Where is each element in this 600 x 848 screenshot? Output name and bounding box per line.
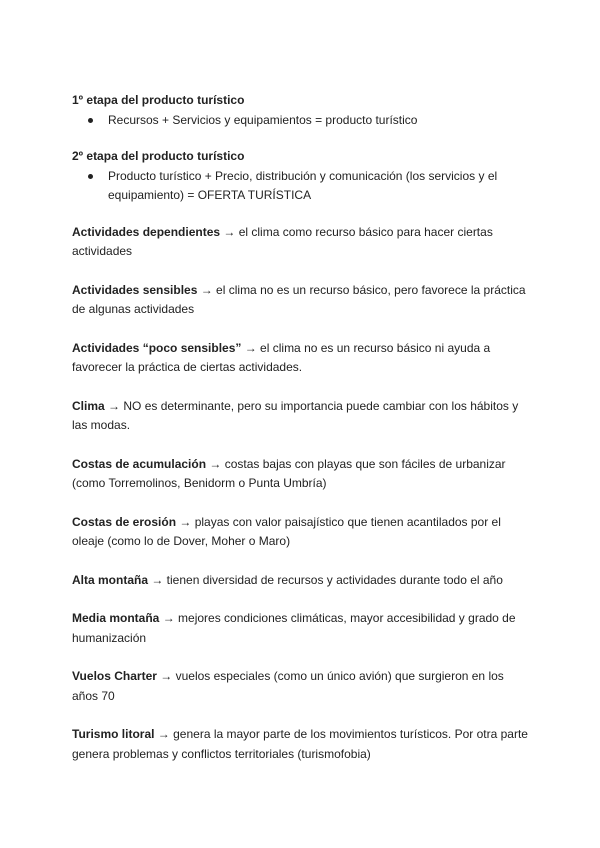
definition-text: → el clima no es un recurso básico ni ayuda a favorecer la práctica de ciertas actividades. (72, 340, 491, 374)
definition-text: → NO es determinante, pero su importancia puede cambiar con los hábitos y las modas. (72, 398, 519, 432)
definition-alta-montana (72, 571, 532, 591)
definition-vuelos-charter (72, 667, 532, 706)
definition-text: → tienen diversidad de recursos y actividades durante todo el año (148, 572, 503, 587)
definition-term: Actividades sensibles (72, 282, 198, 297)
definition-term: Actividades “poco sensibles” (72, 340, 242, 355)
definition-text: → el clima no es un recurso básico, pero favorece la práctica de algunas actividades (72, 282, 526, 316)
stage2-heading: 2º etapa del producto turístico (72, 149, 245, 163)
bullet-icon (88, 118, 93, 123)
list-item-text: Producto turístico + Precio, distribución y comunicación (los servicios y el equipamiento) = OFERTA TURÍSTICA (108, 168, 498, 202)
definition-sensibles (72, 281, 532, 320)
definition-term: Vuelos Charter (72, 669, 157, 683)
definition-text: → costas bajas con playas que son fáciles de urbanizar (como Torremolinos, Benidorm o Punta Umbría) (72, 456, 506, 490)
spacer (72, 130, 532, 147)
spacer (72, 206, 532, 223)
list-item-text: Recursos + Servicios y equipamientos = producto turístico (108, 112, 418, 127)
definition-term: Media montaña (72, 611, 160, 625)
definition-term: Alta montaña (72, 572, 149, 587)
definition-turismo-litoral (72, 725, 532, 764)
document-content (72, 91, 532, 783)
definition-media-montana (72, 609, 532, 648)
list-item (72, 111, 532, 131)
definition-text: → vuelos especiales (como un único avión) que surgieron en los años 70 (72, 669, 504, 703)
definition-costas-erosion (72, 513, 532, 552)
definition-text: → playas con valor paisajístico que tienen acantilados por el oleaje (como lo de Dover, Moher o Maro) (72, 514, 501, 548)
stage1-heading: 1º etapa del producto turístico (72, 93, 245, 107)
definition-dependientes (72, 223, 532, 262)
definition-term: Clima (72, 398, 105, 413)
bullet-icon (88, 174, 93, 179)
definition-text: → genera la mayor parte de los movimientos turísticos. Por otra parte genera problemas y conflictos territoriales (turismofobia) (72, 727, 528, 761)
stage2-list (72, 167, 532, 206)
definition-text: → el clima como recurso básico para hacer ciertas actividades (72, 224, 493, 258)
definition-costas-acumulacion (72, 455, 532, 494)
definition-clima (72, 397, 532, 436)
definition-term: Costas de acumulación (72, 456, 207, 471)
definition-text: → mejores condiciones climáticas, mayor accesibilidad y grado de humanización (72, 611, 516, 645)
definition-term: Actividades dependientes (72, 224, 221, 239)
definition-term: Turismo litoral (72, 727, 155, 741)
definition-poco-sensibles (72, 339, 532, 378)
stage1-list (72, 111, 532, 131)
definition-term: Costas de erosión (72, 514, 177, 529)
list-item (72, 167, 532, 206)
